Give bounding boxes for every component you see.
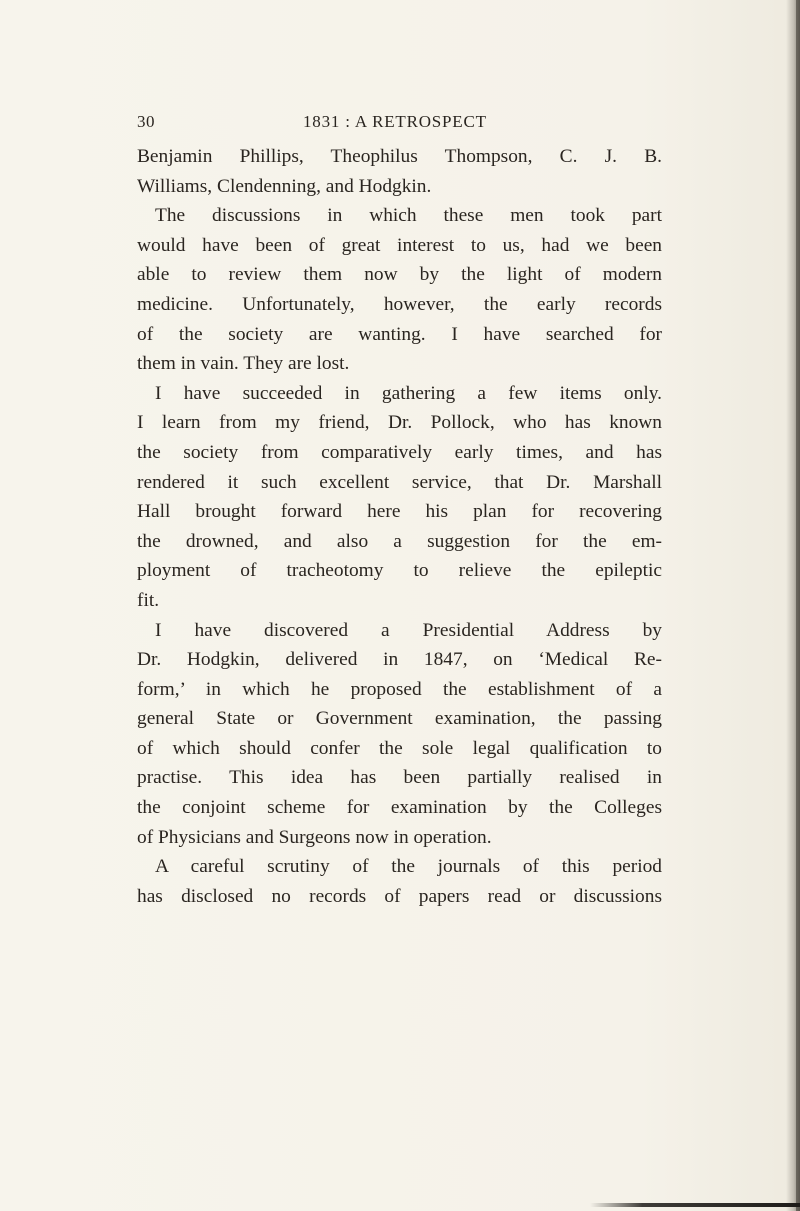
text-line: would have been of great interest to us, had we been bbox=[137, 234, 662, 256]
text-line: the society from comparatively early times, and has bbox=[137, 441, 662, 463]
scan-edge-rule bbox=[590, 1203, 800, 1207]
text-line: The discussions in which these men took part bbox=[155, 205, 662, 227]
text-line: Dr. Hodgkin, delivered in 1847, on ‘Medical Re- bbox=[137, 649, 662, 671]
text-line: I learn from my friend, Dr. Pollock, who has known bbox=[137, 412, 662, 434]
text-line: them in vain. They are lost. bbox=[137, 353, 350, 375]
text-line: rendered it such excellent service, that Dr. Marshall bbox=[137, 471, 662, 493]
text-line: the conjoint scheme for examination by the Colleges bbox=[137, 797, 662, 819]
text-line: Benjamin Phillips, Theophilus Thompson, C. J. B. bbox=[137, 146, 662, 167]
page-edge-binding bbox=[796, 0, 800, 1211]
text-line: of the society are wanting. I have searched for bbox=[137, 323, 662, 345]
text-line: Williams, Clendenning, and Hodgkin. bbox=[137, 175, 432, 197]
text-line: of Physicians and Surgeons now in operation. bbox=[137, 826, 492, 848]
text-line: ployment of tracheotomy to relieve the epileptic bbox=[137, 560, 662, 582]
running-head bbox=[0, 112, 800, 138]
text-line: able to review them now by the light of modern bbox=[137, 264, 662, 286]
text-line: medicine. Unfortunately, however, the early records bbox=[137, 293, 662, 315]
running-title: 1831 : A RETROSPECT bbox=[303, 112, 487, 131]
text-line: general State or Government examination, the passing bbox=[137, 708, 662, 730]
text-line: practise. This idea has been partially realised in bbox=[137, 767, 662, 789]
text-line: Hall brought forward here his plan for recovering bbox=[137, 501, 662, 523]
text-line: I have discovered a Presidential Address by bbox=[155, 619, 662, 641]
text-line: the drowned, and also a suggestion for the em- bbox=[137, 530, 662, 552]
body-text bbox=[137, 142, 662, 911]
text-line: of which should confer the sole legal qualification to bbox=[137, 737, 662, 759]
text-line: fit. bbox=[137, 589, 160, 611]
text-line: has disclosed no records of papers read or discussions bbox=[137, 885, 662, 907]
text-line: I have succeeded in gathering a few items only. bbox=[155, 382, 662, 404]
page-number: 30 bbox=[137, 112, 155, 131]
text-line: A careful scrutiny of the journals of this period bbox=[155, 856, 662, 878]
text-line: form,’ in which he proposed the establishment of a bbox=[137, 678, 662, 700]
